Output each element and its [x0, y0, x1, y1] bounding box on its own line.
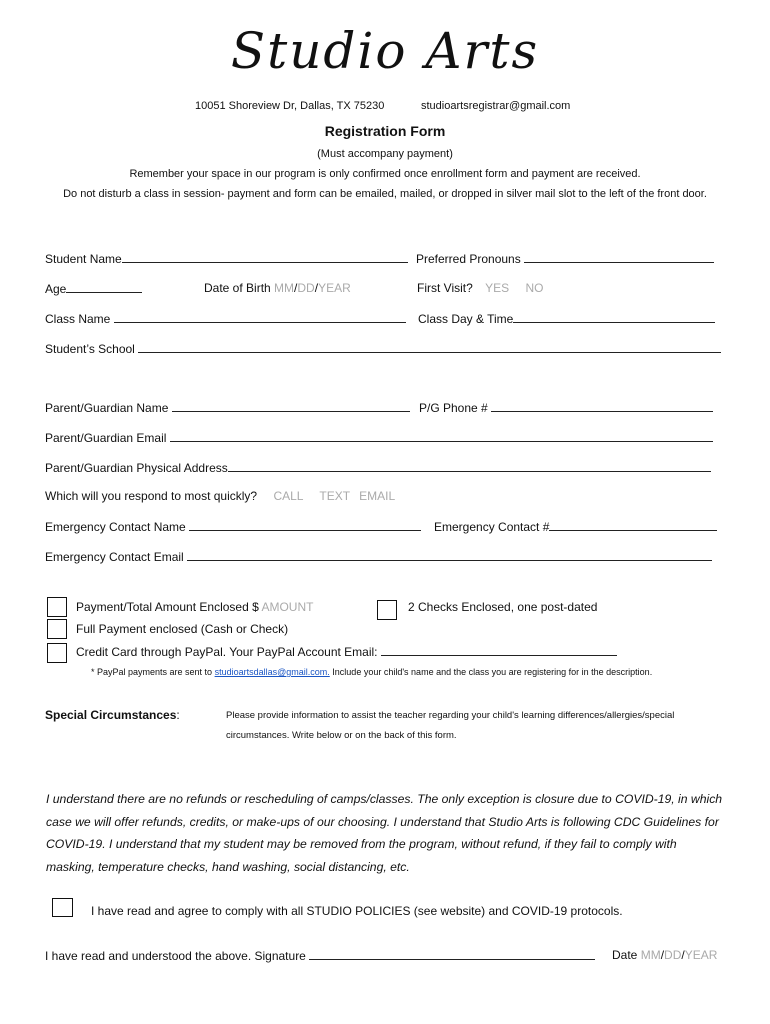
- emergency-email-field[interactable]: [187, 549, 712, 561]
- agree-checkbox[interactable]: [52, 898, 73, 917]
- class-day-field[interactable]: [513, 311, 715, 323]
- age-field[interactable]: [66, 281, 142, 293]
- emergency-email-row: [45, 549, 712, 564]
- first-visit-label: First Visit?: [417, 281, 473, 295]
- studio-arts-logo: Studio Arts: [230, 22, 540, 80]
- pronouns-label: Preferred Pronouns: [416, 252, 521, 266]
- payment-total-label: Payment/Total Amount Enclosed $: [76, 600, 259, 614]
- policy-text: I understand there are no refunds or rescheduling of camps/classes. The only exception is closure due to COVID-19, in which case we will offer refunds, credits, or make-ups of our choosing. I understand that Studio Arts is following CDC Guidelines for COVID-19. I understand that my student may be removed from the program, without refund, if they fail to comply with masking, temperature checks, hand washing, social distancing, etc.: [46, 792, 723, 874]
- slash: /: [681, 948, 685, 962]
- signature-row: [45, 948, 595, 963]
- studio-email: studioartsregistrar@gmail.com: [421, 100, 571, 112]
- respond-call[interactable]: CALL: [273, 489, 304, 503]
- parent-name-label: Parent/Guardian Name: [45, 401, 169, 415]
- school-field[interactable]: [138, 341, 721, 353]
- parent-address-row: [45, 460, 711, 475]
- class-name-row: [45, 311, 406, 326]
- special-instructions: Please provide information to assist the teacher regarding your child's learning differences/allergies/special circumstances. Write below or on the back of this form.: [226, 710, 675, 741]
- parent-email-field[interactable]: [170, 430, 713, 442]
- respond-row: [45, 489, 395, 503]
- agree-label: I have read and agree to comply with all STUDIO POLICIES (see website) and COVID-19 protocols.: [91, 904, 623, 918]
- sig-date-mm[interactable]: MM: [640, 948, 661, 962]
- form-subtitle: (Must accompany payment): [317, 148, 453, 160]
- full-payment-checkbox[interactable]: [47, 619, 67, 639]
- dob-label: Date of Birth: [204, 281, 271, 295]
- phone-label: P/G Phone #: [419, 401, 488, 415]
- student-name-row: [45, 251, 408, 266]
- age-label: Age: [45, 282, 67, 296]
- payment-total-checkbox[interactable]: [47, 597, 67, 617]
- first-visit-row: [417, 281, 544, 295]
- parent-name-row: [45, 400, 410, 415]
- parent-email-row: [45, 430, 713, 445]
- emergency-name-row: [45, 519, 421, 534]
- phone-field[interactable]: [491, 400, 713, 412]
- parent-address-label: Parent/Guardian Physical Address: [45, 461, 228, 475]
- full-payment-label: Full Payment enclosed (Cash or Check): [76, 622, 289, 636]
- two-checks-checkbox[interactable]: [377, 600, 397, 620]
- class-name-field[interactable]: [114, 311, 406, 323]
- emergency-num-row: [434, 519, 717, 534]
- paypal-email-link[interactable]: studioartsdallas@gmail.com.: [214, 667, 330, 677]
- two-checks-label: 2 Checks Enclosed, one post-dated: [408, 600, 598, 614]
- parent-address-field[interactable]: [228, 460, 711, 472]
- special-row: [45, 708, 180, 722]
- respond-text[interactable]: TEXT: [319, 489, 350, 503]
- paypal-note-pre: * PayPal payments are sent to: [91, 667, 213, 677]
- paypal-note: [91, 667, 652, 677]
- emergency-email-label: Emergency Contact Email: [45, 550, 184, 564]
- slash: /: [660, 948, 665, 962]
- dropoff-note: Do not disturb a class in session- payment and form can be emailed, mailed, or dropped in silver mail slot to the left of the front door.: [63, 188, 707, 200]
- first-visit-yes[interactable]: YES: [485, 281, 510, 295]
- respond-label: Which will you respond to most quickly?: [45, 489, 258, 503]
- amount-field[interactable]: AMOUNT: [261, 600, 314, 614]
- sig-date-dd[interactable]: DD: [664, 948, 682, 962]
- emergency-num-label: Emergency Contact #: [434, 520, 550, 534]
- signature-field[interactable]: [309, 948, 595, 960]
- pronouns-row: [416, 251, 714, 266]
- school-label: Student’s School: [45, 342, 135, 356]
- emergency-name-label: Emergency Contact Name: [45, 520, 186, 534]
- signature-label: I have read and understood the above. Signature: [45, 949, 306, 963]
- special-colon: :: [176, 708, 180, 722]
- school-row: [45, 341, 721, 356]
- slash: /: [294, 281, 298, 295]
- signature-date-label: Date: [612, 948, 638, 962]
- form-title: Registration Form: [324, 123, 446, 139]
- class-name-label: Class Name: [45, 312, 111, 326]
- payment-total-row: [76, 600, 313, 614]
- pronouns-field[interactable]: [524, 251, 714, 263]
- paypal-label: Credit Card through PayPal. Your PayPal Account Email:: [76, 645, 378, 659]
- emergency-name-field[interactable]: [189, 519, 421, 531]
- paypal-checkbox[interactable]: [47, 643, 67, 663]
- emergency-num-field[interactable]: [549, 519, 717, 531]
- special-label: Special Circumstances: [45, 708, 177, 722]
- student-name-label: Student Name: [45, 252, 122, 266]
- dob-year[interactable]: YEAR: [318, 281, 351, 295]
- respond-email[interactable]: EMAIL: [359, 489, 396, 503]
- phone-row: [419, 400, 713, 415]
- class-day-row: [418, 311, 715, 326]
- class-day-label: Class Day & Time: [418, 312, 514, 326]
- sig-date-year[interactable]: YEAR: [684, 948, 718, 962]
- enrollment-note: Remember your space in our program is only confirmed once enrollment form and payment are received.: [129, 168, 641, 180]
- paypal-note-post: Include your child's name and the class you are registering for in the description.: [332, 667, 653, 677]
- dob-row[interactable]: [204, 281, 351, 295]
- dob-mm[interactable]: MM: [274, 281, 295, 295]
- studio-address: 10051 Shoreview Dr, Dallas, TX 75230: [195, 100, 385, 112]
- first-visit-no[interactable]: NO: [525, 281, 544, 295]
- paypal-row: [76, 644, 617, 659]
- dob-dd[interactable]: DD: [297, 281, 315, 295]
- paypal-email-field[interactable]: [381, 644, 617, 656]
- student-name-field[interactable]: [122, 251, 408, 263]
- slash: /: [314, 281, 319, 295]
- age-row: [45, 281, 142, 296]
- parent-email-label: Parent/Guardian Email: [45, 431, 167, 445]
- parent-name-field[interactable]: [172, 400, 410, 412]
- signature-date-row[interactable]: [612, 948, 717, 962]
